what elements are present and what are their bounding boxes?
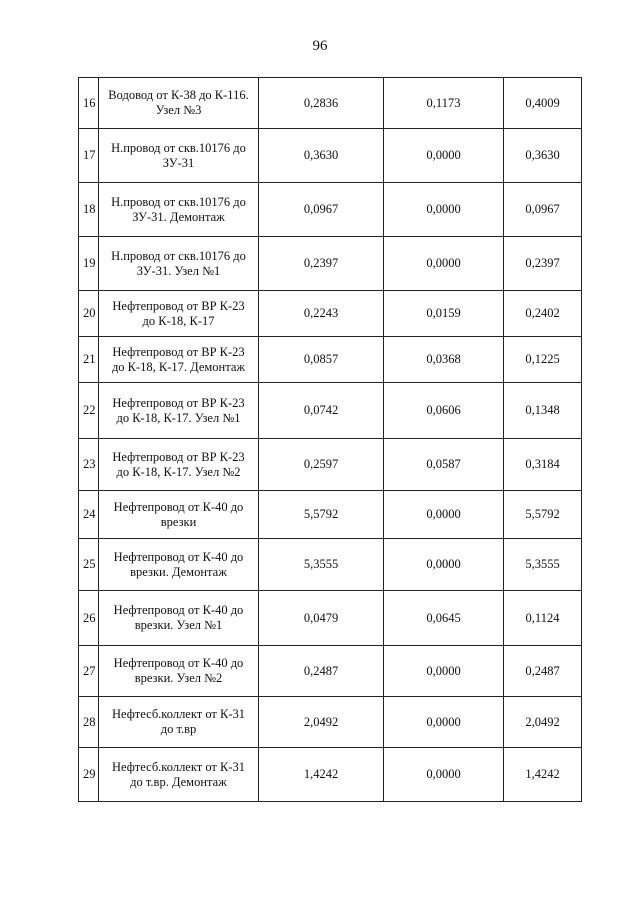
object-name-cell [99, 646, 259, 697]
value-cell-v3: 5,5792 [504, 491, 582, 539]
value-cell-v3: 0,3630 [504, 129, 582, 183]
object-name-line: ЗУ-31. Узел №1 [136, 263, 221, 278]
object-name-cell [99, 697, 259, 748]
object-name-cell [99, 78, 259, 129]
value-cell-v2: 0,0000 [384, 129, 504, 183]
value-cell-v1: 0,0857 [259, 337, 384, 383]
value-cell-v3: 2,0492 [504, 697, 582, 748]
row-number-cell: 29 [79, 748, 99, 802]
page-number: 96 [312, 38, 328, 54]
value-cell-v1: 0,2597 [259, 439, 384, 491]
table-row [79, 591, 582, 646]
object-name-cell [99, 129, 259, 183]
value-cell-v2: 0,0645 [384, 591, 504, 646]
row-number-cell: 16 [79, 78, 99, 129]
value-cell-v1: 0,0967 [259, 183, 384, 237]
object-name-cell [99, 491, 259, 539]
value-cell-v3: 1,4242 [504, 748, 582, 802]
object-name-cell [99, 337, 259, 383]
table-row [79, 646, 582, 697]
row-number-cell: 22 [79, 383, 99, 439]
object-name-line: врезки. Узел №1 [134, 618, 223, 632]
value-cell-v3: 0,2402 [504, 291, 582, 337]
object-name-line: Нефтепровод от К-40 до [113, 549, 244, 564]
value-cell-v1: 2,0492 [259, 697, 384, 748]
object-name-line: Нефтепровод от ВР К-23 [112, 395, 245, 410]
object-name-line: ЗУ-31 [162, 155, 195, 170]
object-name-cell [99, 439, 259, 491]
value-cell-v2: 0,0000 [384, 237, 504, 291]
row-number-cell: 28 [79, 697, 99, 748]
value-cell-v1: 0,2243 [259, 291, 384, 337]
table-row [79, 183, 582, 237]
table-row [79, 491, 582, 539]
value-cell-v2: 0,0000 [384, 539, 504, 591]
object-name-line: врезки. Узел №2 [134, 671, 223, 685]
object-name-cell [99, 748, 259, 802]
object-name-line: Нефтепровод от К-40 до [113, 603, 244, 617]
row-number-cell: 26 [79, 591, 99, 646]
object-name-line: Нефтепровод от ВР К-23 [112, 298, 245, 313]
object-name-line: врезки [160, 514, 197, 529]
row-number-cell: 18 [79, 183, 99, 237]
object-name-line: Н.провод от скв.10176 до [111, 140, 246, 155]
table-body [79, 78, 582, 802]
value-cell-v1: 5,3555 [259, 539, 384, 591]
value-cell-v1: 0,0742 [259, 383, 384, 439]
value-cell-v2: 0,0000 [384, 646, 504, 697]
table-row [79, 539, 582, 591]
object-name-cell [99, 539, 259, 591]
object-name-line: до т.вр. Демонтаж [130, 774, 227, 789]
value-cell-v3: 0,1124 [504, 591, 582, 646]
value-cell-v2: 0,1173 [384, 78, 504, 129]
row-number-cell: 20 [79, 291, 99, 337]
row-number-cell: 19 [79, 237, 99, 291]
object-name-line: Узел №3 [155, 103, 202, 117]
object-name-line: до К-18, К-17. Узел №1 [116, 410, 241, 425]
table-row [79, 291, 582, 337]
object-name-line: Нефтесб.коллект от К-31 [111, 707, 246, 721]
row-number-cell: 21 [79, 337, 99, 383]
value-cell-v2: 0,0368 [384, 337, 504, 383]
object-name-line: Нефтепровод от К-40 до [113, 656, 244, 670]
object-name-cell [99, 237, 259, 291]
value-cell-v2: 0,0000 [384, 183, 504, 237]
object-name-line: Нефтепровод от ВР К-23 [112, 344, 245, 359]
table-row [79, 383, 582, 439]
table-row [79, 237, 582, 291]
table-row [79, 78, 582, 129]
object-name-line: ЗУ-31. Демонтаж [132, 209, 225, 224]
object-name-cell [99, 591, 259, 646]
object-name-line: Н.провод от скв.10176 до [111, 248, 246, 263]
value-cell-v3: 0,1225 [504, 337, 582, 383]
value-cell-v2: 0,0000 [384, 491, 504, 539]
value-cell-v1: 0,3630 [259, 129, 384, 183]
value-cell-v2: 0,0587 [384, 439, 504, 491]
value-cell-v2: 0,0606 [384, 383, 504, 439]
row-number-cell: 27 [79, 646, 99, 697]
object-name-line: врезки. Демонтаж [130, 564, 227, 579]
table-row [79, 337, 582, 383]
object-name-line: Водовод от К-38 до К-116. [108, 88, 249, 102]
object-name-line: Нефтепровод от К-40 до [113, 499, 244, 514]
object-name-line: Нефтесб.коллект от К-31 [111, 759, 246, 774]
object-name-line: Нефтепровод от ВР К-23 [112, 449, 245, 464]
value-cell-v1: 0,2397 [259, 237, 384, 291]
value-cell-v2: 0,0159 [384, 291, 504, 337]
row-number-cell: 25 [79, 539, 99, 591]
row-number-cell: 23 [79, 439, 99, 491]
value-cell-v1: 0,2487 [259, 646, 384, 697]
object-name-line: до т.вр [160, 722, 197, 736]
table-row [79, 129, 582, 183]
table-row [79, 748, 582, 802]
value-cell-v3: 0,2397 [504, 237, 582, 291]
object-name-cell [99, 383, 259, 439]
value-cell-v3: 0,0967 [504, 183, 582, 237]
object-name-line: Н.провод от скв.10176 до [111, 194, 246, 209]
value-cell-v3: 0,2487 [504, 646, 582, 697]
table-row [79, 439, 582, 491]
row-number-cell: 24 [79, 491, 99, 539]
value-cell-v1: 0,0479 [259, 591, 384, 646]
value-cell-v2: 0,0000 [384, 748, 504, 802]
object-name-line: до К-18, К-17. Узел №2 [116, 464, 241, 479]
object-name-cell [99, 183, 259, 237]
value-cell-v1: 5,5792 [259, 491, 384, 539]
value-cell-v1: 0,2836 [259, 78, 384, 129]
row-number-cell: 17 [79, 129, 99, 183]
object-name-line: до К-18, К-17 [142, 313, 215, 328]
value-cell-v3: 5,3555 [504, 539, 582, 591]
value-cell-v3: 0,4009 [504, 78, 582, 129]
value-cell-v3: 0,1348 [504, 383, 582, 439]
data-table [78, 77, 582, 802]
object-name-line: до К-18, К-17. Демонтаж [111, 359, 246, 374]
value-cell-v2: 0,0000 [384, 697, 504, 748]
table-row [79, 697, 582, 748]
value-cell-v1: 1,4242 [259, 748, 384, 802]
object-name-cell [99, 291, 259, 337]
value-cell-v3: 0,3184 [504, 439, 582, 491]
